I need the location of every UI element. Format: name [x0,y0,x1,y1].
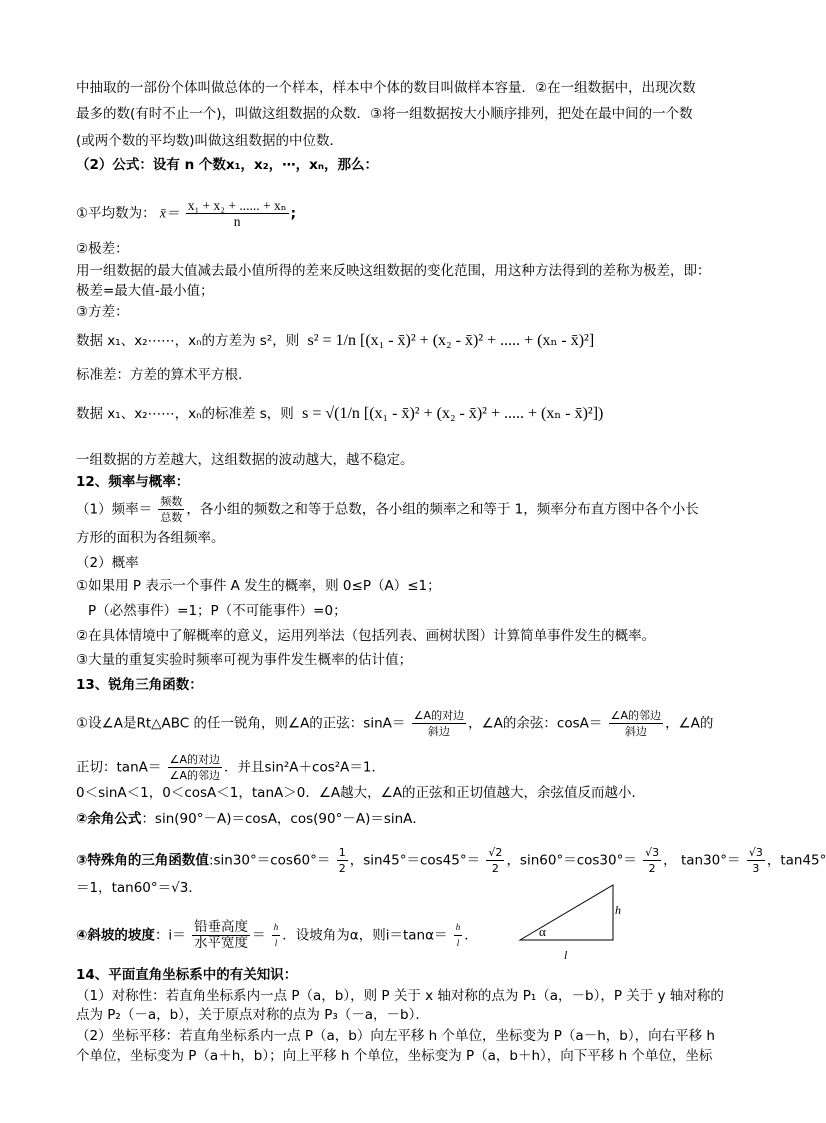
text-line-sample: 中抽取的一部份个体叫做总体的一个样本，样本中个体的数目叫做样本容量．②在一组数据中，出现次数 [76,80,696,96]
frequency-line [76,494,699,525]
cosine-fraction [609,708,663,739]
stability-note: 一组数据的方差越大，这组数据的波动越大，越不稳定。 [76,452,414,468]
tangent-fraction [168,752,222,783]
frequency-line-2: 方形的面积为各组频率。 [76,530,225,546]
special-angles-line-2: ＝1，tan60°＝√3． [76,880,202,896]
triangle-alpha-label: α [539,924,546,939]
range-definition: 用一组数据的最大值减去最小值所得的差来反映这组数据的变化范围，用这种方法得到的差称为极差，即： [76,263,711,279]
cofunction-formulas: ：sin(90°－A)＝cosA，cos(90°－A)＝sinA． [141,811,426,827]
slope-numerator: 铅垂高度 [194,919,248,935]
text-line-median: (或两个数的平均数)叫做这组数据的中位数． [76,133,344,149]
std-formula [76,405,603,423]
tan30-label: ， tan30°＝ [663,852,741,869]
cosine-label: ，∠A的余弦：cosA＝ [468,715,603,732]
cofunction-label: ②余角公式 [76,811,142,827]
h-over-l-numerator: h [272,920,281,936]
range-formula: 极差=最大值-最小值； [76,283,214,299]
pythagorean-identity: ．并且sin²A＋cos²A＝1． [224,759,385,776]
probability-line-4: ③大量的重复实验时频率可视为事件发生概率的估计值； [76,652,413,668]
mean-label: ①平均数为： [76,205,156,222]
cofunction-line [76,810,426,828]
text-line-mode: 最多的数(有时不止一个)，叫做这组数据的众数．③将一组数据按大小顺序排列，把处在最中间的一个数 [76,106,693,122]
sin60-label: ，sin60°＝cos30°＝ [506,852,637,869]
tan30-fraction [747,845,765,876]
cosine-numerator: ∠A的邻边 [610,709,662,722]
h-over-l-fraction-2 [454,920,463,951]
sin45-label: ，sin45°＝cos45°＝ [349,852,481,869]
coordinate-line-4: 个单位，坐标变为 P（a＋h，b）；向上平移 h 个单位，坐标变为 P（a，b＋h），向下平移 h 个单位，坐标 [76,1048,713,1064]
tangent-line [76,752,385,783]
special-angles-label: ③特殊角的三角函数值 [76,852,209,869]
tan30-numerator: √3 [748,846,763,859]
triangle-shape [520,885,613,940]
probability-heading: （2）概率 [76,555,139,571]
coordinate-line-3: （2）坐标平移：若直角坐标系内一点 P（a，b）向左平移 h 个单位，坐标变为 P（a－h，b），向右平移 h [76,1028,715,1044]
sin30-label: :sin30°＝cos60°＝ [208,852,331,869]
section-12-heading: 12、频率与概率： [76,474,190,490]
probability-line-3: ②在具体情境中了解概率的意义，运用列举法（包括列表、画树状图）计算简单事件发生的概率。 [76,628,656,644]
slope-line [76,920,478,951]
mean-formula: ①平均数为： x̄＝ $\frac{\text{x₁ + x₂ + ...... + xₙ}}{n}$ ; [76,198,296,229]
std-expression: s = √(1/n [(x₁ - x̄)² + (x₂ - x̄)² + ..... + (xₙ - x̄)²]) [302,405,604,422]
formula-heading: （2）公式：设有 n 个数x₁，x₂，⋯，xₙ，那么： [76,157,379,173]
trig-range-line: 0＜sinA＜1，0＜cosA＜1，tanA＞0．∠A越大，∠A的正弦和正切值越大，余弦值反而越小． [76,785,646,801]
probability-line-1: ①如果用 P 表示一个事件 A 发生的概率，则 0≤P（A）≤1； [76,578,441,594]
sine-denominator: 斜边 [427,725,450,738]
frequency-text: ，各小组的频数之和等于总数，各小组的频率之和等于 1，频率分布直方图中各个小长 [186,501,699,518]
triangle-h-label: h [615,903,621,917]
section-14-heading: 14、平面直角坐标系中的有关知识： [76,967,298,983]
root2-fraction [486,845,504,876]
mean-numerator: x₁ + x₂ + ...... + xₙ [187,198,287,213]
slope-fraction [192,920,250,951]
frequency-fraction [158,494,184,525]
frequency-numerator: 频数 [160,495,183,508]
range-label: ②极差： [76,241,129,257]
tangent-label: 正切：tanA＝ [76,759,162,776]
root2-denominator: 2 [491,862,499,875]
mean-denominator: n [233,214,241,229]
trig-line-end: ，∠A的 [665,715,714,732]
slope-denominator: 水平宽度 [194,935,248,951]
coordinate-line-2: 点为 P₂（－a，b），关于原点对称的点为 P₃（－a，－b）． [76,1007,429,1023]
frequency-denominator: 总数 [160,511,183,524]
variance-expression: s² = 1/n [(x₁ - x̄)² + (x₂ - x̄)² + ..... + (xₙ - x̄)²] [307,332,595,349]
half-denominator: 2 [338,862,346,875]
variance-text: 数据 x₁、x₂⋯⋯，xₙ的方差为 s²，则 [76,333,300,349]
sine-label: ①设∠A是Rt△ABC 的任一锐角，则∠A的正弦：sinA＝ [76,715,406,732]
half-numerator: 1 [338,846,346,859]
root3-denominator: 2 [648,862,656,875]
slope-label: ④斜坡的坡度 [76,927,155,944]
cosine-denominator: 斜边 [624,725,647,738]
slope-triangle-diagram [515,880,625,962]
section-13-heading: 13、锐角三角函数： [76,677,203,693]
sine-numerator: ∠A的对边 [413,709,465,722]
root2-numerator: √2 [488,846,503,859]
slope-equals: ＝ [252,927,266,944]
h-over-l-denominator: l [274,938,278,948]
h-over-l-denominator-2: l [456,938,460,948]
variance-label: ③方差： [76,304,129,320]
std-definition: 标准差：方差的算术平方根. [76,367,243,383]
h-over-l-numerator-2: h [454,920,463,936]
frequency-label: （1）频率＝ [76,501,153,518]
mean-fraction [186,198,289,229]
slope-angle-text: ．设坡角为α，则i＝tanα＝ [282,927,448,944]
triangle-l-label: l [564,948,568,962]
tan30-denominator: 3 [752,862,760,875]
tangent-denominator: ∠A的邻边 [169,769,221,782]
x-bar-symbol: x̄＝ [159,205,180,221]
half-fraction [337,845,348,876]
variance-formula [76,332,594,350]
trig-definition-line [76,708,713,739]
h-over-l-fraction [272,920,281,951]
tangent-numerator: ∠A的对边 [169,753,221,766]
probability-line-2: P（必然事件）=1；P（不可能事件）=0； [88,603,347,619]
root3-fraction [643,845,661,876]
coordinate-line-1: （1）对称性：若直角坐标系内一点 P（a，b），则 P 关于 x 轴对称的点为 P₁（a，－b），P 关于 y 轴对称的 [76,988,724,1004]
tan45-label: ，tan45° [766,852,826,869]
sine-fraction [412,708,466,739]
special-angles-line [76,845,826,876]
slope-end: ． [464,927,478,944]
std-text: 数据 x₁、x₂⋯⋯，xₙ的标准差 s，则 [76,406,294,422]
slope-i-equals: ：i＝ [154,927,186,944]
root3-numerator: √3 [645,846,660,859]
